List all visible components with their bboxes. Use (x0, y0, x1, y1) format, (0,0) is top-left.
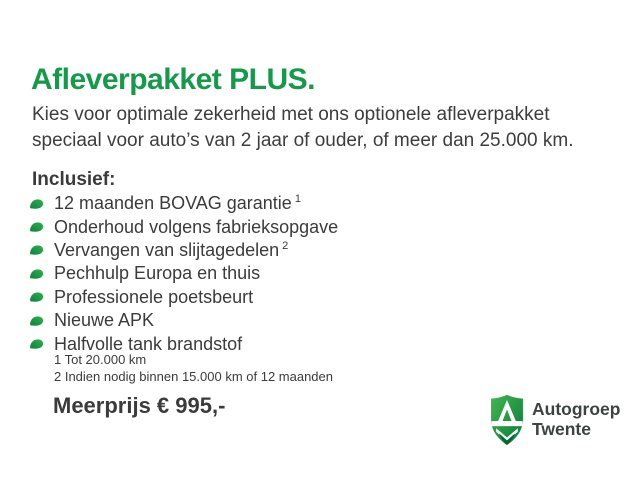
benefit-text: Onderhoud volgens fabrieksopgave (54, 216, 339, 237)
logo-wordmark (532, 392, 620, 439)
benefit-item (29, 239, 341, 262)
benefit-text: Professionele poetsbeurt (54, 286, 254, 307)
benefit-text: Pechhulp Europa en thuis (54, 263, 261, 284)
benefits-list (29, 192, 341, 356)
footnote-marker: 1 (294, 193, 301, 206)
leaf-bullet-icon (29, 291, 44, 303)
price-text: Meerprijs € 995,- (53, 393, 226, 418)
benefit-item (29, 286, 341, 309)
leaf-bullet-icon (29, 221, 44, 233)
brand-logo (489, 392, 620, 448)
leaf-bullet-icon (29, 315, 44, 327)
benefit-text: Halfvolle tank brandstof (54, 333, 243, 354)
footnote-marker: 2 (282, 239, 289, 252)
benefit-text: Vervangen van slijtagedelen (54, 239, 280, 260)
intro-text (32, 102, 573, 154)
intro-line-2: speciaal voor auto’s van 2 jaar of ouder, of meer dan 25.000 km. (32, 130, 574, 151)
benefit-text: Nieuwe APK (54, 310, 155, 331)
footnote-2: 2 Indien nodig binnen 15.000 km of 12 maanden (54, 368, 333, 384)
intro-line-1: Kies voor optimale zekerheid met ons optionele afleverpakket (32, 104, 550, 125)
footnote-1: 1 Tot 20.000 km (54, 352, 147, 367)
page-title: Afleverpakket PLUS. (31, 63, 315, 96)
logo-line-2: Twente (532, 418, 591, 439)
benefit-item (29, 192, 341, 215)
leaf-bullet-icon (29, 268, 44, 280)
benefit-item (29, 262, 341, 285)
shield-a-icon (489, 392, 525, 448)
leaf-bullet-icon (29, 198, 44, 210)
benefit-item (29, 215, 341, 238)
benefit-item (29, 309, 341, 332)
logo-line-1: Autogroep (532, 399, 621, 419)
benefit-text: 12 maanden BOVAG garantie (54, 193, 292, 214)
footnotes (54, 352, 333, 385)
leaf-bullet-icon (29, 244, 44, 256)
leaf-bullet-icon (29, 338, 44, 350)
included-label: Inclusief: (32, 169, 116, 190)
